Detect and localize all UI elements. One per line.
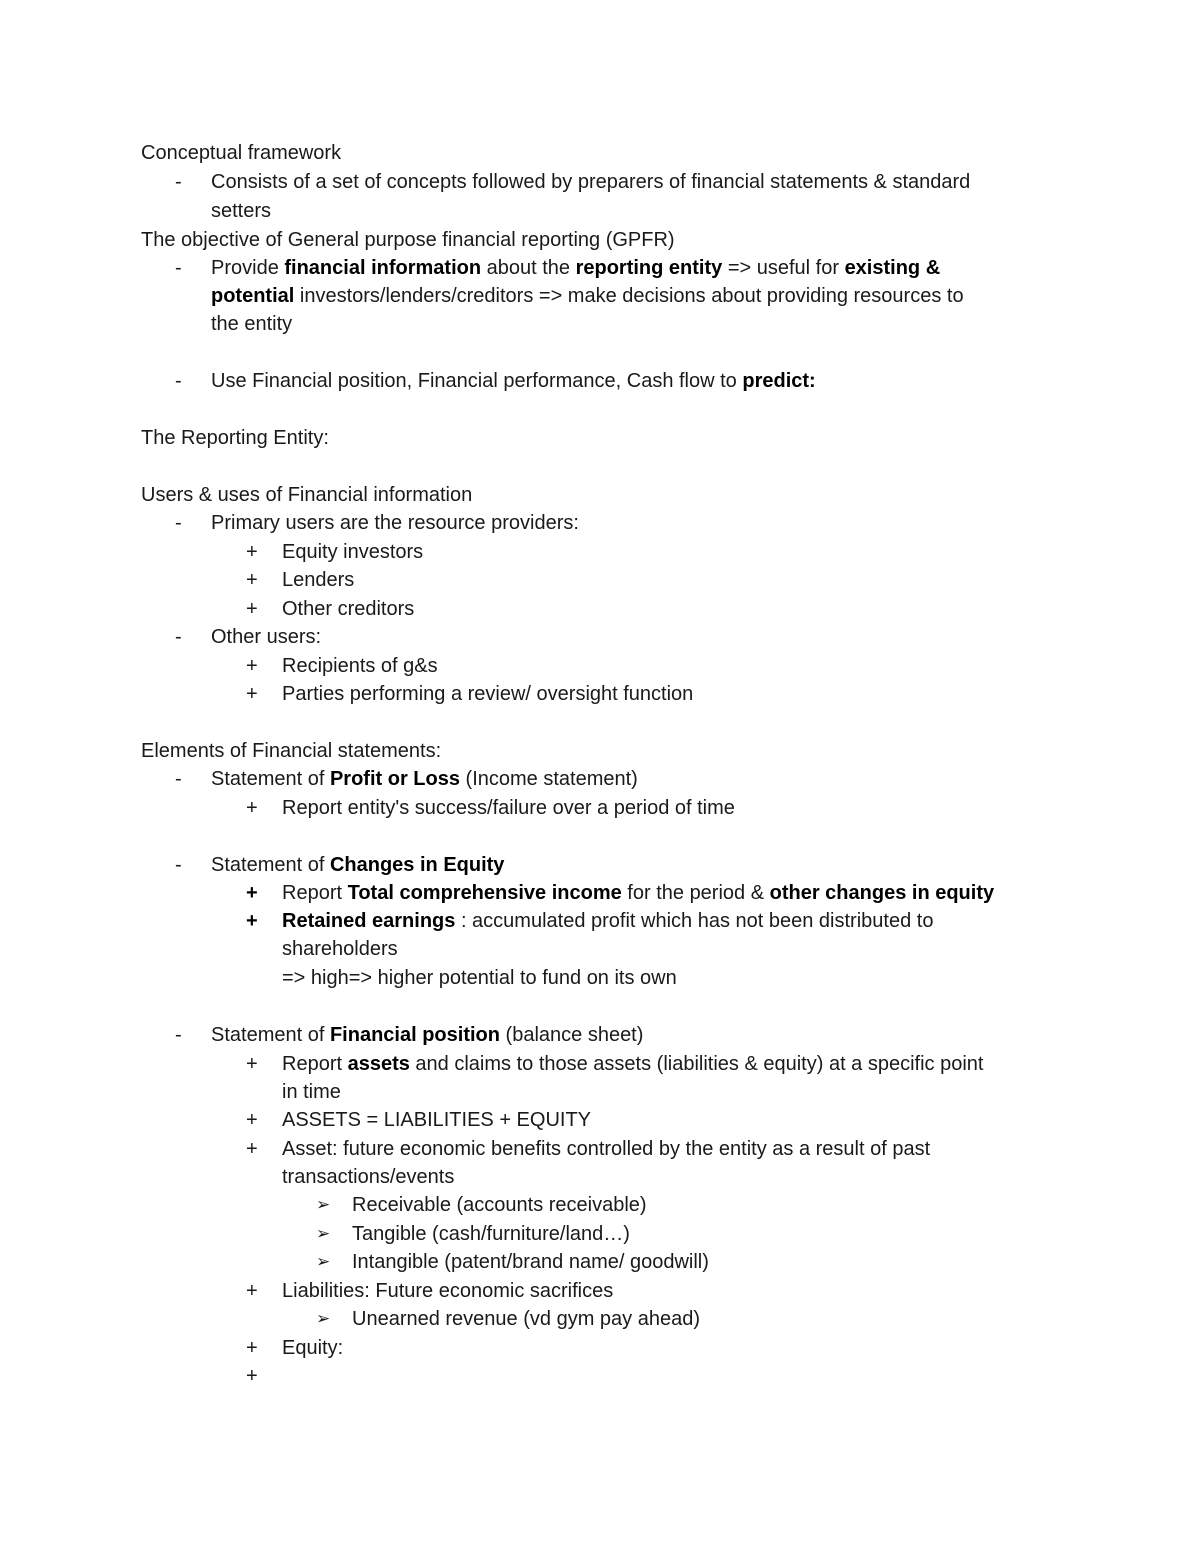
dash-bullet: - xyxy=(175,370,182,392)
heading-text: The Reporting Entity: xyxy=(141,427,329,449)
list-item-text: Asset: future economic benefits controlled by the entity as a result of past xyxy=(282,1138,931,1160)
list-item-text: Recipients of g&s xyxy=(282,655,438,677)
list-item-text: Equity investors xyxy=(282,541,424,563)
list-item-text: => high=> higher potential to fund on its own xyxy=(282,967,677,989)
list-item-text: Report assets and claims to those assets (liabilities & equity) at a specific point xyxy=(282,1053,984,1075)
dash-bullet: - xyxy=(175,512,182,534)
list-item-text: Use Financial position, Financial performance, Cash flow to predict: xyxy=(211,370,816,392)
arrow-bullet-icon: ➢ xyxy=(316,1195,331,1214)
list-item-text: setters xyxy=(211,200,272,222)
bold-term: Profit or Loss xyxy=(329,768,460,790)
list-item-text: Intangible (patent/brand name/ goodwill) xyxy=(352,1251,709,1273)
plus-bullet: + xyxy=(246,1109,258,1131)
arrow-bullet-icon: ➢ xyxy=(316,1252,331,1271)
list-item-text: shareholders xyxy=(282,938,398,960)
list-item-text: Equity: xyxy=(282,1337,344,1359)
dash-bullet: - xyxy=(175,768,182,790)
bold-term: Total comprehensive income xyxy=(347,882,622,904)
list-item-text: Statement of Financial position (balance sheet) xyxy=(211,1024,644,1046)
dash-bullet: - xyxy=(175,854,182,876)
list-item-text: Parties performing a review/ oversight function xyxy=(282,683,694,705)
bold-term: potential xyxy=(211,285,295,307)
plus-bullet: + xyxy=(246,598,258,620)
plus-bullet: + xyxy=(246,1053,258,1075)
list-item-text: Report Total comprehensive income for the period & other changes in equity xyxy=(282,882,995,904)
list-item-text: Other creditors xyxy=(282,598,415,620)
plus-bullet: + xyxy=(246,797,258,819)
dash-bullet: - xyxy=(175,257,182,279)
heading-text: Elements of Financial statements: xyxy=(141,740,442,762)
plus-bullet: + xyxy=(246,655,258,677)
list-item-text: Lenders xyxy=(282,569,355,591)
dash-bullet: - xyxy=(175,1024,182,1046)
bold-term: Changes in Equity xyxy=(329,854,505,876)
list-item-text: Other users: xyxy=(211,626,322,648)
dash-bullet: - xyxy=(175,626,182,648)
plus-bullet: + xyxy=(246,683,258,705)
bold-term: financial information xyxy=(284,257,482,279)
list-item-text: Retained earnings : accumulated profit which has not been distributed to xyxy=(282,910,934,932)
arrow-bullet-icon: ➢ xyxy=(316,1309,331,1328)
bold-term: reporting entity xyxy=(575,257,723,279)
bold-term: other changes in equity xyxy=(769,882,995,904)
list-item-text: Liabilities: Future economic sacrifices xyxy=(282,1280,614,1302)
list-item-text: ASSETS = LIABILITIES + EQUITY xyxy=(282,1109,592,1131)
heading-text: The objective of General purpose financial reporting (GPFR) xyxy=(141,229,675,251)
plus-bullet: + xyxy=(246,910,258,932)
heading-text: Users & uses of Financial information xyxy=(141,484,473,506)
list-item-text: Statement of Profit or Loss (Income statement) xyxy=(211,768,638,790)
plus-bullet: + xyxy=(246,1337,258,1359)
arrow-bullet-icon: ➢ xyxy=(316,1224,331,1243)
heading-text: Conceptual framework xyxy=(141,142,342,164)
list-item-text: transactions/events xyxy=(282,1166,455,1188)
list-item-text: potential investors/lenders/creditors => make decisions about providing resources to xyxy=(211,285,964,307)
list-item-text: Tangible (cash/furniture/land…) xyxy=(352,1223,630,1245)
list-item-text: the entity xyxy=(211,313,293,335)
list-item-text: Consists of a set of concepts followed by preparers of financial statements & standard xyxy=(211,171,971,193)
list-item-text: in time xyxy=(282,1081,341,1103)
plus-bullet: + xyxy=(246,541,258,563)
list-item-text: Primary users are the resource providers: xyxy=(211,512,579,534)
bold-term: Financial position xyxy=(329,1024,500,1046)
bold-term: predict: xyxy=(742,370,816,392)
plus-bullet: + xyxy=(246,1138,258,1160)
plus-bullet: + xyxy=(246,569,258,591)
list-item-text: Unearned revenue (vd gym pay ahead) xyxy=(352,1308,700,1330)
bold-term: assets xyxy=(347,1053,410,1075)
plus-bullet: + xyxy=(246,1280,258,1302)
bold-term: existing & xyxy=(844,257,941,279)
list-item-text: Report entity's success/failure over a period of time xyxy=(282,797,735,819)
bold-term: Retained earnings xyxy=(282,910,456,932)
plus-bullet: + xyxy=(246,882,258,904)
list-item-text: Provide financial information about the reporting entity => useful for existing & xyxy=(211,257,941,279)
plus-bullet: + xyxy=(246,1365,258,1387)
list-item-text: Receivable (accounts receivable) xyxy=(352,1194,647,1216)
list-item-text: Statement of Changes in Equity xyxy=(211,854,505,876)
dash-bullet: - xyxy=(175,171,182,193)
